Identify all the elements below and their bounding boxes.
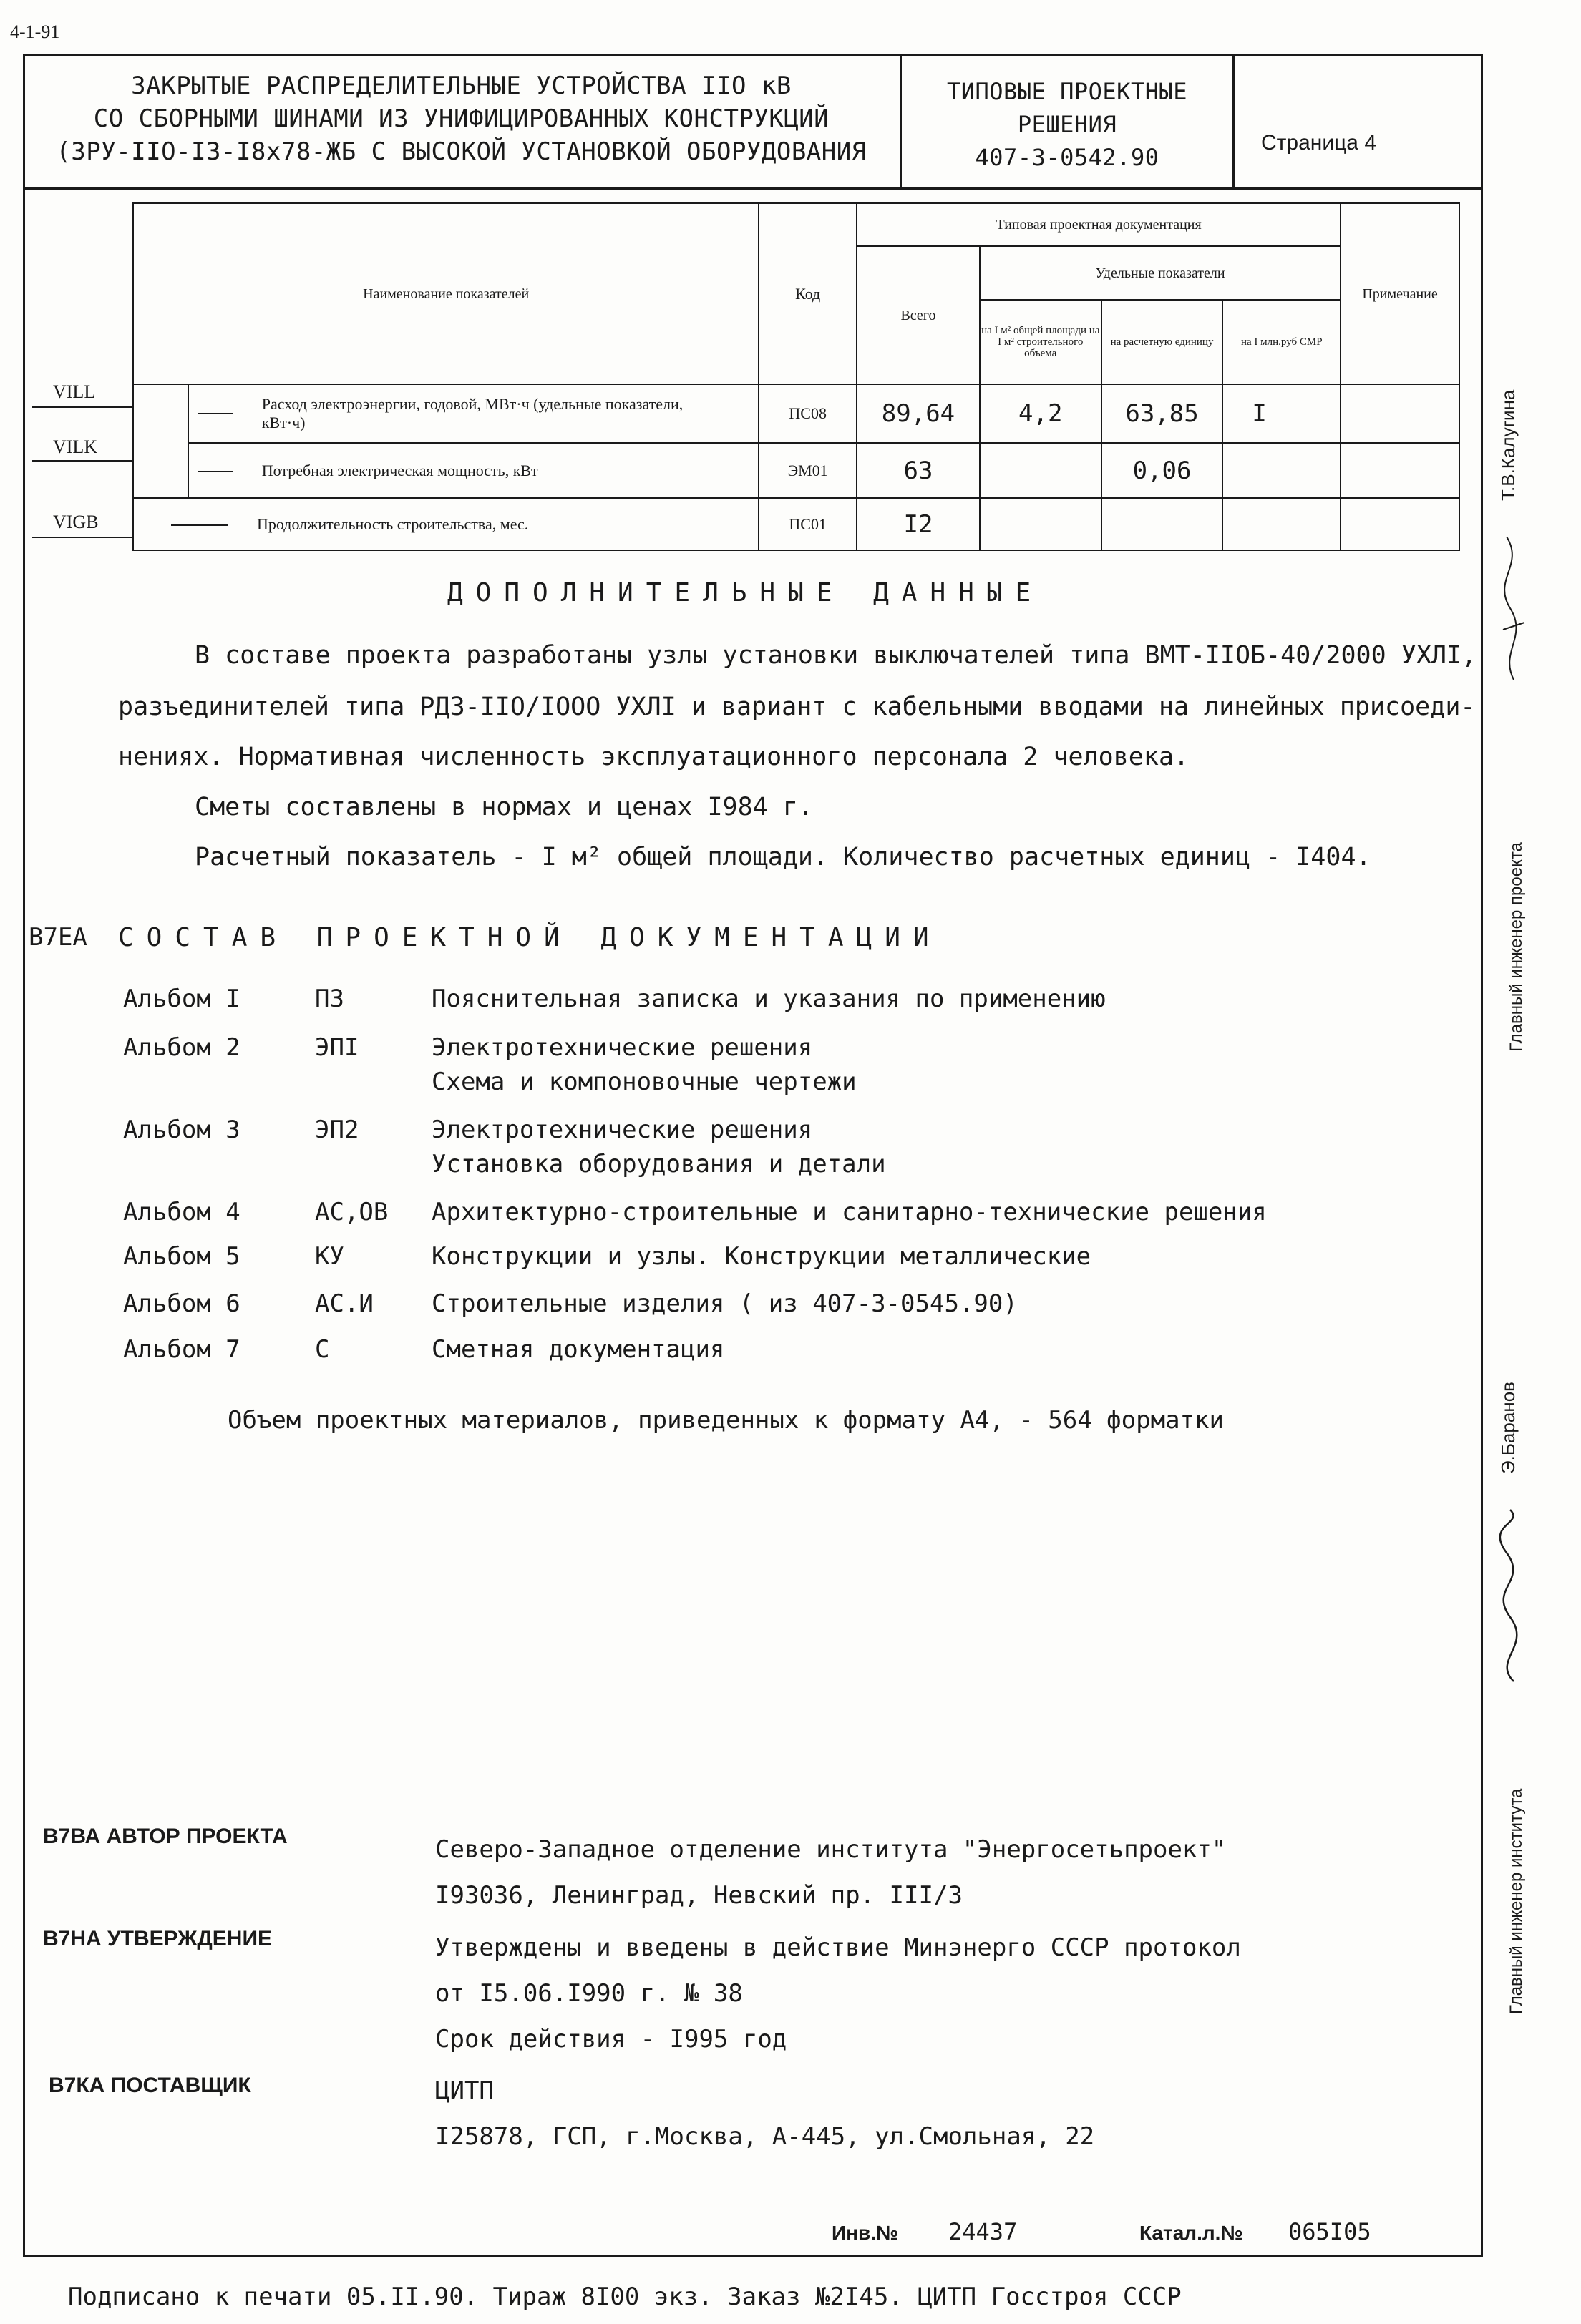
indicators-table [132, 202, 1460, 551]
catalog-label: Катал.л.№ [1139, 2222, 1243, 2244]
album-2-mark: ЭПI [315, 1033, 359, 1062]
page-number: 4 [1364, 131, 1376, 155]
album-6-desc: Строительные изделия ( из 407-3-0545.90) [432, 1289, 1018, 1318]
table-row [133, 498, 1459, 550]
row-code-1: VILL [53, 381, 96, 402]
album-5-mark: КУ [315, 1242, 344, 1271]
th-specific: Удельные показатели [980, 246, 1341, 300]
th-code: Код [759, 203, 857, 384]
indicator-note [1341, 384, 1459, 443]
indicator-name: Продолжительность строительства, мес. [133, 498, 759, 550]
additional-line-4: Сметы составлены в нормах и ценах I984 г. [195, 793, 813, 821]
supplier-label: В7КА ПОСТАВЩИК [49, 2074, 251, 2097]
album-6-mark: АС.И [315, 1289, 374, 1318]
title-line-2: СО СБОРНЫМИ ШИНАМИ ИЗ УНИФИЦИРОВАННЫХ КОНСТРУКЦИЙ [93, 104, 830, 133]
indicator-per-mln [1222, 498, 1341, 550]
title-line-3: (ЗРУ-IIO-I3-I8х78-ЖБ С ВЫСОКОЙ УСТАНОВКОЙ ОБОРУДОВАНИЯ [56, 137, 867, 166]
indicator-total: 63 [857, 443, 980, 498]
header-block [23, 54, 1483, 190]
album-1-label: Альбом I [123, 985, 240, 1013]
additional-line-3: нениях. Нормативная численность эксплуатационного персонала 2 человека. [118, 743, 1190, 771]
indicator-per-unit: 63,85 [1101, 384, 1223, 443]
type-solution [902, 75, 1232, 174]
album-3-mark: ЭП2 [315, 1115, 359, 1144]
indicator-note [1341, 498, 1459, 550]
document-title [23, 69, 900, 168]
album-5-label: Альбом 5 [123, 1242, 240, 1271]
row-code-3: VIGB [53, 512, 99, 532]
album-7-desc: Сметная документация [432, 1335, 725, 1364]
catalog-value: 065I05 [1288, 2218, 1371, 2245]
th-note: Примечание [1341, 203, 1459, 384]
indicator-total: I2 [857, 498, 980, 550]
th-total: Всего [857, 246, 980, 384]
indicator-code: ПС01 [759, 498, 857, 550]
signature-bottom-icon [1489, 1503, 1539, 1689]
title-line-1: ЗАКРЫТЫЕ РАСПРЕДЕЛИТЕЛЬНЫЕ УСТРОЙСТВА IIO кВ [131, 72, 792, 100]
side-bottom-role: Главный инженер института [1507, 1788, 1526, 2014]
indicator-per-m2 [980, 443, 1101, 498]
album-4-desc: Архитектурно-строительные и санитарно-технические решения [432, 1198, 1267, 1226]
indicator-name: Расход электроэнергии, годовой, МВт·ч (удельные показатели, кВт·ч) [188, 384, 759, 443]
supplier-line-2: I25878, ГСП, г.Москва, А-445, ул.Смольная, 22 [435, 2122, 1095, 2151]
additional-line-1: В составе проекта разработаны узлы установки выключателей типа ВМТ-IIОБ-40/2000 УХЛI, [195, 641, 1477, 670]
supplier-line-1: ЦИТП [435, 2076, 494, 2105]
page-label: Страница [1261, 131, 1358, 155]
additional-line-2: разъединителей типа РДЗ-IIO/IOOO УХЛI и вариант с кабельными вводами на линейных присоеди- [118, 693, 1476, 721]
indicator-name: Потребная электрическая мощность, кВт [188, 443, 759, 498]
indicator-code: ПС08 [759, 384, 857, 443]
album-2-desc-1: Электротехнические решения [432, 1033, 813, 1062]
author-block [435, 1827, 1226, 1918]
album-2-desc-2: Схема и компоновочные чертежи [432, 1068, 857, 1096]
table-row [133, 443, 1459, 498]
side-top-name: Т.В.Калугина [1497, 389, 1519, 501]
signature-top-icon [1492, 522, 1535, 687]
album-3-desc-2: Установка оборудования и детали [432, 1150, 886, 1178]
page-number-block [1261, 131, 1376, 155]
supplier-block [435, 2068, 1094, 2159]
th-per-mln: на I млн.руб СМР [1222, 300, 1341, 384]
album-1-mark: ПЗ [315, 985, 344, 1013]
approval-line-3: Срок действия - I995 год [435, 2025, 787, 2054]
indicator-per-unit: 0,06 [1101, 443, 1223, 498]
additional-heading: ДОПОЛНИТЕЛЬНЫЕ ДАННЫЕ [447, 578, 1044, 607]
composition-heading: СОСТАВ ПРОЕКТНОЙ ДОКУМЕНТАЦИИ [118, 923, 942, 952]
indicator-per-unit [1101, 498, 1223, 550]
indicator-total: 89,64 [857, 384, 980, 443]
approval-block [435, 1925, 1241, 2062]
row-code-2: VILK [53, 436, 98, 457]
album-2-label: Альбом 2 [123, 1033, 240, 1062]
album-1-desc: Пояснительная записка и указания по применению [432, 985, 1106, 1013]
indicator-per-mln: I [1222, 384, 1341, 443]
indicator-code: ЭМ01 [759, 443, 857, 498]
album-3-label: Альбом 3 [123, 1115, 240, 1144]
composition-code: В7ЕА [29, 923, 87, 952]
approval-label: В7НА УТВЕРЖДЕНИЕ [43, 1927, 273, 1951]
album-6-label: Альбом 6 [123, 1289, 240, 1318]
indicator-per-m2 [980, 498, 1101, 550]
th-name: Наименование показателей [133, 203, 759, 384]
table-row [133, 384, 1459, 443]
type-line-1: ТИПОВЫЕ ПРОЕКТНЫЕ [946, 78, 1187, 105]
inventory-value: 24437 [948, 2218, 1018, 2245]
author-line-1: Северо-Западное отделение института "Энергосетьпроект" [435, 1835, 1227, 1864]
album-5-desc: Конструкции и узлы. Конструкции металлические [432, 1242, 1091, 1271]
album-4-label: Альбом 4 [123, 1198, 240, 1226]
corner-code: 4-1-91 [10, 21, 60, 42]
type-line-2: РЕШЕНИЯ [1017, 111, 1117, 138]
album-7-label: Альбом 7 [123, 1335, 240, 1364]
type-line-3: 407-3-0542.90 [975, 144, 1159, 171]
th-per-unit: на расчетную единицу [1101, 300, 1223, 384]
author-line-2: I93036, Ленинград, Невский пр. III/3 [435, 1881, 963, 1910]
approval-line-2: от I5.06.I990 г. № 38 [435, 1979, 743, 2008]
side-bottom-name: Э.Баранов [1497, 1382, 1519, 1474]
indicator-per-mln [1222, 443, 1341, 498]
album-4-mark: АС,ОВ [315, 1198, 389, 1226]
approval-line-1: Утверждены и введены в действие Минэнерго СССР протокол [435, 1933, 1241, 1962]
th-per-m2: на I м² общей площади на I м² строительного объема [980, 300, 1101, 384]
indicator-per-m2: 4,2 [980, 384, 1101, 443]
print-line: Подписано к печати 05.II.90. Тираж 8I00 экз. Заказ №2I45. ЦИТП Госстроя СССР [68, 2282, 1182, 2311]
album-7-mark: С [315, 1335, 330, 1364]
side-top-role: Главный инженер проекта [1507, 842, 1526, 1052]
indicator-note [1341, 443, 1459, 498]
additional-line-5: Расчетный показатель - I м² общей площади. Количество расчетных единиц - I404. [195, 843, 1371, 872]
th-typical: Типовая проектная документация [857, 203, 1341, 246]
inventory-label: Инв.№ [832, 2222, 899, 2244]
volume-note: Объем проектных материалов, приведенных к формату А4, - 564 форматки [228, 1406, 1224, 1435]
author-label: В7ВА АВТОР ПРОЕКТА [43, 1825, 288, 1848]
album-3-desc-1: Электротехнические решения [432, 1115, 813, 1144]
